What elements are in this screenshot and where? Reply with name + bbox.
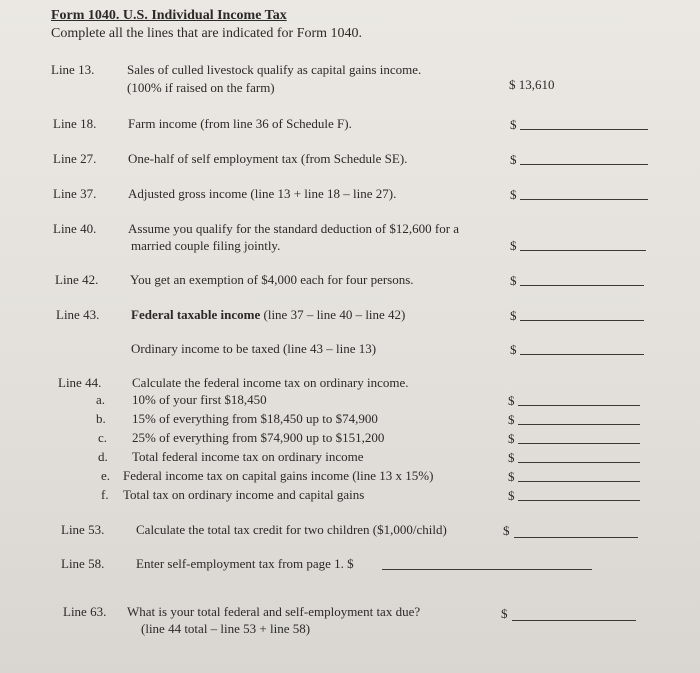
- line-44-dollar-a: $: [508, 393, 515, 408]
- line-44-dollar-d: $: [508, 450, 515, 465]
- line-44-letter-a: a.: [96, 392, 106, 407]
- line-44-letter-d: d.: [98, 449, 108, 464]
- line-53-label: Line 53.: [61, 522, 105, 537]
- line-44-dollar-e: $: [508, 469, 515, 484]
- line-37-text: Adjusted gross income (line 13 + line 18 – line 27).: [128, 186, 397, 201]
- line-44-text-c: 25% of everything from $74,900 up to $151,200: [132, 430, 385, 445]
- line-53-text: Calculate the total tax credit for two children ($1,000/child): [136, 522, 447, 537]
- line-27-text: One-half of self employment tax (from Schedule SE).: [128, 151, 408, 166]
- line-58-input-blank[interactable]: [382, 569, 592, 570]
- line-18-text: Farm income (from line 36 of Schedule F).: [128, 116, 352, 131]
- ordinary-income-text: Ordinary income to be taxed (line 43 – line 13): [131, 341, 377, 356]
- line-44-input-blank-c[interactable]: [518, 443, 640, 444]
- line-63-text-1: What is your total federal and self-employment tax due?: [127, 604, 421, 619]
- line-13-text-1: Sales of culled livestock qualify as capital gains income.: [127, 62, 422, 77]
- line-44-text-a: 10% of your first $18,450: [132, 392, 267, 407]
- line-43-label: Line 43.: [56, 307, 100, 322]
- line-44-input-blank-e[interactable]: [518, 481, 640, 482]
- line-44-input-blank-d[interactable]: [518, 462, 640, 463]
- line-44-dollar-c: $: [508, 431, 515, 446]
- ordinary-income-dollar: $: [510, 342, 517, 357]
- line-43-text-bold: Federal taxable income: [131, 307, 261, 322]
- line-53-input-blank[interactable]: [514, 537, 638, 538]
- line-40-dollar: $: [510, 238, 517, 253]
- line-63-dollar: $: [501, 606, 508, 621]
- line-44-label: Line 44.: [58, 375, 102, 390]
- line-37-dollar: $: [510, 187, 517, 202]
- line-44-input-blank-f[interactable]: [518, 500, 640, 501]
- line-63-text-2: (line 44 total – line 53 + line 58): [141, 621, 311, 636]
- line-44-text-f: Total tax on ordinary income and capital gains: [123, 487, 365, 502]
- line-44-letter-e: e.: [101, 468, 111, 483]
- line-43-text-rest: (line 37 – line 40 – line 42): [263, 307, 406, 322]
- line-40-text-2: married couple filing jointly.: [131, 238, 281, 253]
- line-27-label: Line 27.: [53, 151, 97, 166]
- line-42-label: Line 42.: [55, 272, 99, 287]
- line-27-input-blank[interactable]: [520, 164, 648, 165]
- line-44-dollar-f: $: [508, 488, 515, 503]
- line-44-text-e: Federal income tax on capital gains income (line 13 x 15%): [123, 468, 434, 483]
- line-53-dollar: $: [503, 523, 510, 538]
- line-44-input-blank-b[interactable]: [518, 424, 640, 425]
- line-42-input-blank[interactable]: [520, 285, 644, 286]
- line-63-label: Line 63.: [63, 604, 107, 619]
- line-18-label: Line 18.: [53, 116, 97, 131]
- ordinary-income-input-blank[interactable]: [520, 354, 644, 355]
- line-37-label: Line 37.: [53, 186, 97, 201]
- line-44-intro: Calculate the federal income tax on ordinary income.: [132, 375, 409, 390]
- line-27-dollar: $: [510, 152, 517, 167]
- line-40-input-blank[interactable]: [520, 250, 646, 251]
- line-43-dollar: $: [510, 308, 517, 323]
- line-18-input-blank[interactable]: [520, 129, 648, 130]
- line-13-value: $ 13,610: [509, 77, 555, 92]
- line-13-label: Line 13.: [51, 62, 95, 77]
- line-42-dollar: $: [510, 273, 517, 288]
- line-44-input-blank-a[interactable]: [518, 405, 640, 406]
- line-13-text-2: (100% if raised on the farm): [127, 80, 275, 95]
- line-43-input-blank[interactable]: [520, 320, 644, 321]
- line-18-dollar: $: [510, 117, 517, 132]
- line-44-text-d: Total federal income tax on ordinary income: [132, 449, 364, 464]
- line-58-text: Enter self-employment tax from page 1. $: [136, 556, 354, 571]
- line-44-letter-b: b.: [96, 411, 106, 426]
- line-44-letter-c: c.: [98, 430, 108, 445]
- form-title: Form 1040. U.S. Individual Income Tax: [51, 8, 287, 23]
- line-42-text: You get an exemption of $4,000 each for four persons.: [130, 272, 414, 287]
- line-37-input-blank[interactable]: [520, 199, 648, 200]
- line-40-text-1: Assume you qualify for the standard deduction of $12,600 for a: [128, 221, 460, 236]
- line-44-dollar-b: $: [508, 412, 515, 427]
- line-44-letter-f: f.: [101, 487, 109, 502]
- line-44-text-b: 15% of everything from $18,450 up to $74,900: [132, 411, 378, 426]
- line-40-label: Line 40.: [53, 221, 97, 236]
- form-subtitle: Complete all the lines that are indicated for Form 1040.: [51, 26, 363, 41]
- line-58-label: Line 58.: [61, 556, 105, 571]
- line-43-text: [131, 307, 405, 323]
- line-63-input-blank[interactable]: [512, 620, 636, 621]
